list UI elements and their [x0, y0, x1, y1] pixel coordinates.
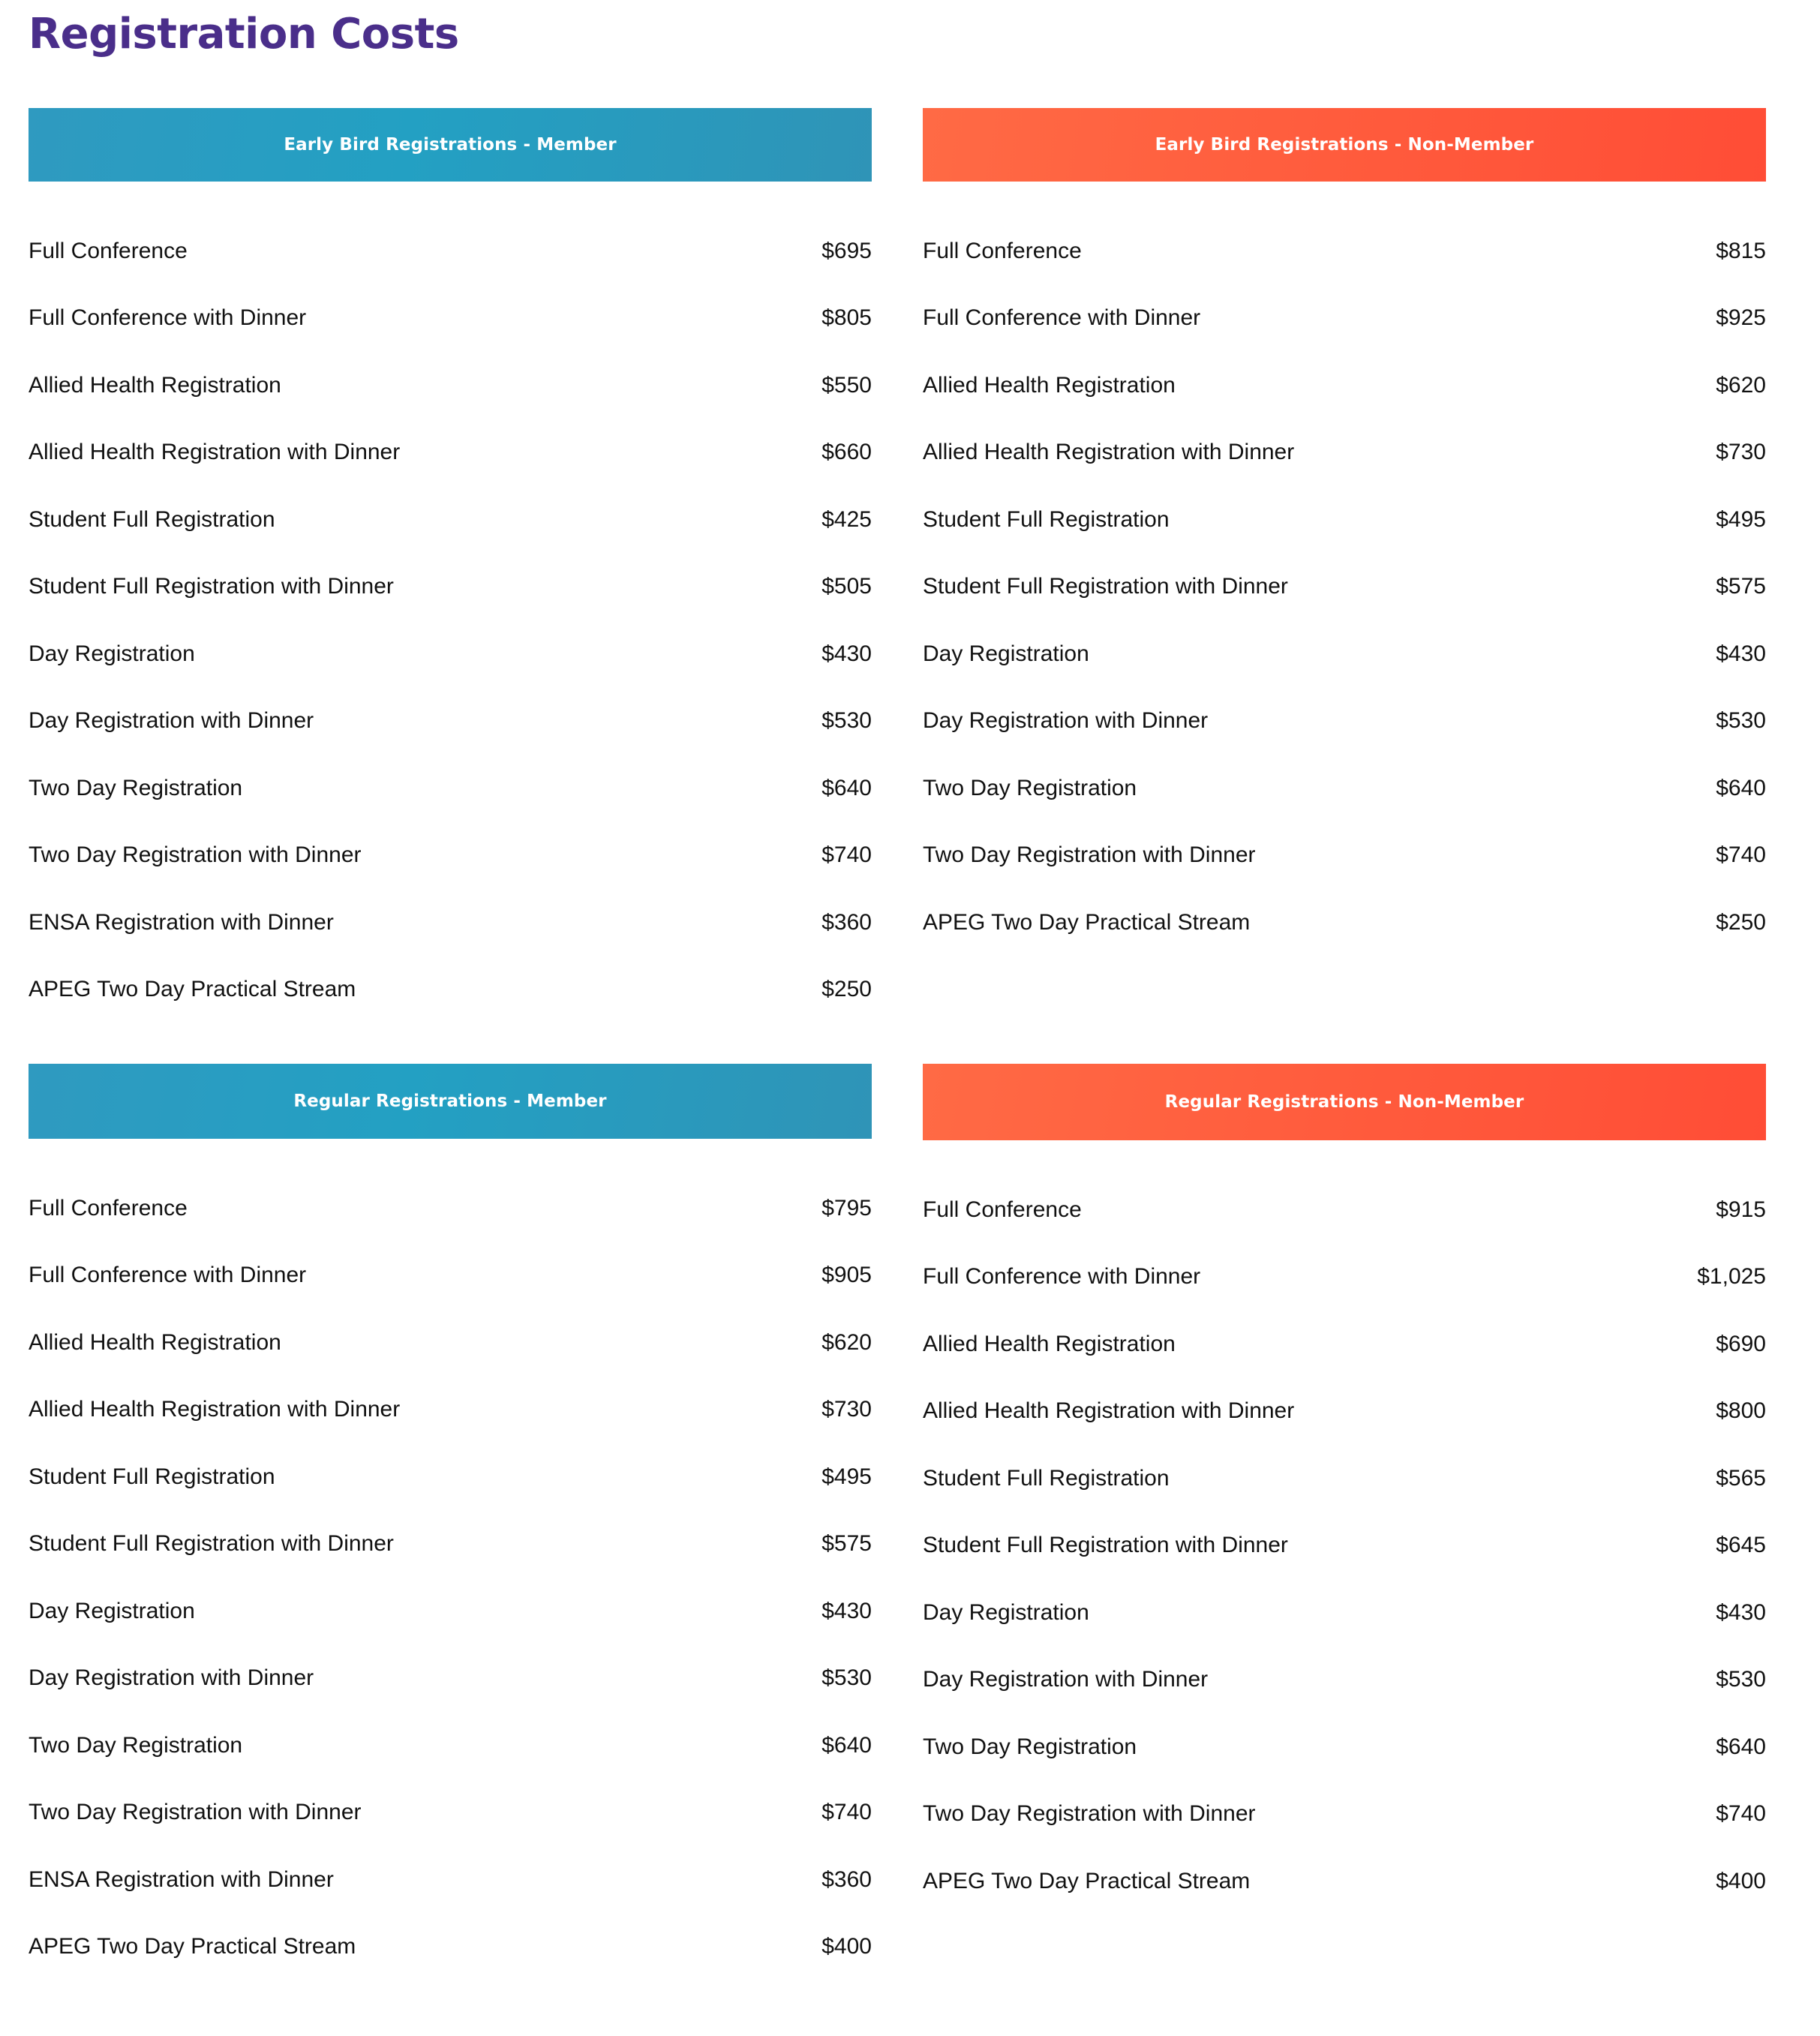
price-row: [29, 218, 872, 285]
price-row: [29, 1846, 872, 1914]
row-price: $360: [821, 1866, 872, 1892]
price-row: [923, 755, 1766, 822]
row-label: Day Registration: [29, 641, 195, 666]
row-label: Two Day Registration with Dinner: [29, 842, 362, 868]
price-row: [29, 822, 872, 890]
price-row: [29, 1511, 872, 1578]
row-label: Day Registration with Dinner: [923, 1667, 1209, 1692]
row-price: $805: [821, 305, 872, 331]
row-label: Allied Health Registration: [923, 1331, 1176, 1356]
row-price: $530: [1716, 708, 1766, 734]
price-row: [923, 1848, 1766, 1915]
row-price: $495: [821, 1464, 872, 1489]
row-label: APEG Two Day Practical Stream: [29, 1934, 356, 1959]
row-price: $905: [821, 1263, 872, 1288]
row-price: $660: [821, 440, 872, 465]
row-label: APEG Two Day Practical Stream: [29, 977, 356, 1002]
row-price: $640: [1716, 1734, 1766, 1759]
row-label: Full Conference: [29, 1195, 188, 1221]
row-label: Day Registration: [923, 641, 1089, 666]
row-label: Allied Health Registration: [923, 372, 1176, 398]
row-label: Student Full Registration: [923, 506, 1170, 532]
price-row: [29, 1712, 872, 1779]
row-price: $575: [1716, 574, 1766, 599]
row-price: $620: [1716, 372, 1766, 398]
price-row: [29, 554, 872, 621]
price-row: [923, 1781, 1766, 1848]
price-row: [29, 1309, 872, 1377]
row-label: ENSA Registration with Dinner: [29, 1866, 334, 1892]
price-row: [29, 352, 872, 419]
row-label: APEG Two Day Practical Stream: [923, 909, 1251, 935]
row-price: $430: [821, 1598, 872, 1623]
price-list-early-bird-non-member: [923, 218, 1766, 956]
price-row: [29, 486, 872, 554]
row-price: $530: [821, 1665, 872, 1691]
row-label: Day Registration: [923, 1599, 1089, 1625]
price-row: [923, 1713, 1766, 1781]
row-label: Full Conference with Dinner: [923, 305, 1201, 331]
price-row: [29, 1779, 872, 1847]
row-price: $740: [1716, 842, 1766, 868]
row-label: Allied Health Registration with Dinner: [923, 1398, 1295, 1424]
panel-regular-non-member: [923, 1064, 1766, 1915]
panel-header-early-bird-member: Early Bird Registrations - Member: [29, 108, 872, 182]
row-price: $915: [1716, 1197, 1766, 1222]
price-list-early-bird-member: [29, 218, 872, 1023]
price-row: [923, 1647, 1766, 1714]
row-price: $695: [821, 238, 872, 263]
row-price: $250: [1716, 909, 1766, 935]
price-row: [29, 620, 872, 688]
price-list-regular-non-member: [923, 1176, 1766, 1915]
price-list-regular-member: [29, 1175, 872, 1980]
price-row: [923, 1378, 1766, 1446]
row-label: Student Full Registration: [29, 1464, 275, 1489]
price-row: [923, 688, 1766, 755]
price-row: [923, 1579, 1766, 1647]
row-price: $795: [821, 1195, 872, 1221]
row-price: $550: [821, 372, 872, 398]
row-price: $400: [1716, 1868, 1766, 1893]
row-price: $800: [1716, 1398, 1766, 1424]
panel-early-bird-member: [29, 108, 872, 1023]
price-row: [923, 620, 1766, 688]
row-price: $620: [821, 1329, 872, 1355]
price-row: [29, 688, 872, 755]
price-row: [923, 486, 1766, 554]
price-row: [29, 1377, 872, 1444]
row-price: $740: [821, 1800, 872, 1825]
row-label: Student Full Registration with Dinner: [923, 574, 1288, 599]
row-price: $730: [1716, 440, 1766, 465]
row-label: Full Conference with Dinner: [29, 305, 307, 331]
price-row: [923, 1176, 1766, 1244]
price-row: [29, 956, 872, 1024]
row-label: Full Conference with Dinner: [923, 1264, 1201, 1290]
row-label: Student Full Registration with Dinner: [29, 574, 394, 599]
row-label: Two Day Registration with Dinner: [923, 1801, 1256, 1827]
price-row: [923, 1244, 1766, 1311]
row-price: $740: [1716, 1801, 1766, 1827]
row-label: ENSA Registration with Dinner: [29, 909, 334, 935]
row-label: Student Full Registration with Dinner: [923, 1533, 1288, 1558]
price-row: [29, 1645, 872, 1713]
row-label: Allied Health Registration with Dinner: [29, 1397, 401, 1422]
row-label: Two Day Registration: [29, 1732, 243, 1758]
panel-header-regular-member: Regular Registrations - Member: [29, 1064, 872, 1139]
price-row: [923, 1512, 1766, 1580]
row-label: Day Registration: [29, 1598, 195, 1623]
row-label: Student Full Registration: [29, 506, 275, 532]
price-row: [923, 285, 1766, 353]
row-label: Day Registration with Dinner: [29, 1665, 314, 1691]
row-label: Two Day Registration: [923, 1734, 1137, 1759]
row-price: $425: [821, 506, 872, 532]
price-row: [29, 1242, 872, 1310]
panel-early-bird-non-member: [923, 108, 1766, 956]
price-row: [29, 1443, 872, 1511]
row-label: Two Day Registration: [29, 775, 243, 800]
price-row: [29, 889, 872, 956]
row-label: Allied Health Registration: [29, 1329, 281, 1355]
row-price: $530: [1716, 1667, 1766, 1692]
price-row: [923, 218, 1766, 285]
row-price: $505: [821, 574, 872, 599]
page-title: Registration Costs: [29, 10, 459, 59]
row-price: $640: [821, 1732, 872, 1758]
price-row: [923, 352, 1766, 419]
row-label: Full Conference: [923, 1197, 1082, 1222]
row-price: $740: [821, 842, 872, 868]
row-price: $575: [821, 1531, 872, 1557]
price-row: [29, 1175, 872, 1242]
row-label: APEG Two Day Practical Stream: [923, 1868, 1251, 1893]
price-row: [923, 419, 1766, 487]
row-label: Two Day Registration with Dinner: [29, 1800, 362, 1825]
row-label: Allied Health Registration with Dinner: [29, 440, 401, 465]
price-row: [29, 755, 872, 822]
price-row: [29, 1578, 872, 1645]
row-label: Allied Health Registration: [29, 372, 281, 398]
row-price: $430: [821, 641, 872, 666]
row-label: Full Conference with Dinner: [29, 1263, 307, 1288]
panel-header-early-bird-non-member: Early Bird Registrations - Non-Member: [923, 108, 1766, 182]
row-label: Student Full Registration with Dinner: [29, 1531, 394, 1557]
price-row: [923, 889, 1766, 956]
row-price: $360: [821, 909, 872, 935]
row-price: $400: [821, 1934, 872, 1959]
row-price: $640: [1716, 775, 1766, 800]
row-price: $495: [1716, 506, 1766, 532]
row-label: Full Conference: [923, 238, 1082, 263]
price-row: [923, 1311, 1766, 1378]
row-label: Student Full Registration: [923, 1465, 1170, 1491]
row-label: Allied Health Registration with Dinner: [923, 440, 1295, 465]
row-price: $530: [821, 708, 872, 734]
row-price: $730: [821, 1397, 872, 1422]
panel-regular-member: [29, 1064, 872, 1980]
row-price: $565: [1716, 1465, 1766, 1491]
price-row: [923, 554, 1766, 621]
row-price: $250: [821, 977, 872, 1002]
price-row: [29, 285, 872, 353]
row-label: Day Registration with Dinner: [923, 708, 1209, 734]
row-label: Full Conference: [29, 238, 188, 263]
row-price: $1,025: [1697, 1264, 1766, 1290]
price-row: [923, 822, 1766, 890]
price-row: [29, 1914, 872, 1981]
row-price: $430: [1716, 1599, 1766, 1625]
row-price: $430: [1716, 641, 1766, 666]
row-label: Two Day Registration with Dinner: [923, 842, 1256, 868]
row-label: Day Registration with Dinner: [29, 708, 314, 734]
row-price: $640: [821, 775, 872, 800]
row-price: $815: [1716, 238, 1766, 263]
panel-header-regular-non-member: Regular Registrations - Non-Member: [923, 1064, 1766, 1140]
row-price: $690: [1716, 1331, 1766, 1356]
row-price: $925: [1716, 305, 1766, 331]
price-row: [923, 1445, 1766, 1512]
row-label: Two Day Registration: [923, 775, 1137, 800]
row-price: $645: [1716, 1533, 1766, 1558]
price-row: [29, 419, 872, 487]
